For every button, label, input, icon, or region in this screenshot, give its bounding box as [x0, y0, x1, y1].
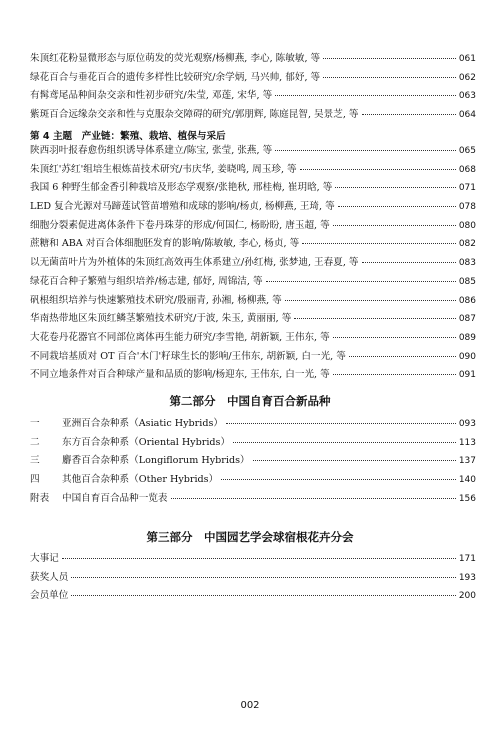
topic-heading: 第 4 主题 产业链：繁殖、栽培、植保与采后	[30, 131, 226, 142]
dot-leader	[362, 113, 456, 115]
entry-title	[30, 452, 250, 471]
toc-entry[interactable]	[30, 329, 476, 348]
entry-title: 大花卷丹花器官不同部位离体再生能力研究/李雪艳, 胡新颖, 王伟东, 等	[30, 331, 330, 343]
dot-leader	[221, 478, 456, 480]
toc-entry[interactable]	[30, 179, 476, 198]
toc-entry[interactable]	[30, 273, 476, 292]
toc-entry[interactable]	[30, 235, 476, 254]
dot-leader	[226, 422, 456, 424]
section-label: 二	[30, 436, 40, 448]
section-title: 亚洲百合杂种系（Asiatic Hybrids）	[62, 418, 223, 429]
entry-title: 以无菌苗叶片为外植体的朱顶红高效再生体系建立/孙红梅, 张梦迪, 王春夏, 等	[30, 257, 359, 269]
entry-title: 不同立地条件对百合种球产量和品质的影响/杨迎东, 王伟东, 白一光, 等	[30, 369, 330, 381]
entry-page: 193	[458, 572, 476, 583]
section-label: 四	[30, 474, 40, 486]
entry-title: 绿花百合与垂花百合的遗传多样性比较研究/余学炳, 马兴帅, 郁妤, 等	[30, 71, 321, 83]
entry-title: 华南热带地区朱顶红鳞茎繁殖技术研究/于波, 朱玉, 黄丽丽, 等	[30, 313, 292, 325]
entry-title: 不同栽培基质对 OT 百合'木门'籽球生长的影响/王伟东, 胡新颖, 白一光, 等	[30, 350, 346, 362]
entry-page: 078	[458, 202, 476, 213]
toc-entry[interactable]	[30, 106, 476, 125]
dot-leader	[333, 224, 456, 226]
toc-entry[interactable]	[30, 292, 476, 311]
toc-entry[interactable]	[30, 415, 476, 434]
toc-entry[interactable]	[30, 348, 476, 367]
toc-entry[interactable]	[30, 87, 476, 106]
entry-title: LED 复合光源对马蹄莲试管苗增殖和成球的影响/杨贞, 杨柳燕, 王琦, 等	[30, 201, 335, 213]
entry-page: 090	[458, 351, 476, 362]
entry-page: 061	[458, 54, 476, 64]
entry-title: 绿花百合种子繁殖与组织培养/杨志建, 郁妤, 周锦洁, 等	[30, 275, 263, 287]
entry-page: 065	[458, 146, 476, 156]
entry-title: 紫斑百合远缘杂交亲和性与克服杂交障碍的研究/郭朋辉, 陈庭昆智, 吴景芝, 等	[30, 109, 359, 121]
section-label: 附表	[30, 492, 50, 504]
entry-page: 156	[458, 493, 476, 504]
dot-leader	[333, 336, 456, 338]
toc-entry[interactable]	[30, 198, 476, 217]
toc-entry[interactable]	[30, 50, 476, 69]
dot-leader	[275, 94, 456, 96]
toc-entry[interactable]	[30, 471, 476, 490]
entry-title: 有髯鸢尾品种间杂交亲和性初步研究/朱莹, 邓莲, 宋华, 等	[30, 90, 273, 102]
dot-leader	[323, 57, 456, 59]
dot-leader	[349, 355, 456, 357]
entry-title: 获奖人员	[30, 571, 69, 583]
dot-leader	[335, 186, 455, 188]
dot-leader	[62, 557, 456, 559]
entry-page: 171	[458, 554, 476, 564]
entry-title: 朱顶红'苏红'组培生根炼苗技术研究/韦庆华, 姜晓鸣, 周玉珍, 等	[30, 163, 297, 175]
dot-leader	[323, 76, 456, 78]
entry-title: 会员单位	[30, 590, 69, 602]
entry-page: 140	[458, 475, 476, 486]
dot-leader	[266, 280, 456, 282]
dot-leader	[71, 576, 455, 578]
entry-page: 082	[458, 239, 476, 250]
dot-leader	[294, 317, 455, 319]
section-label: 三	[30, 455, 40, 467]
entry-page: 080	[458, 220, 476, 231]
dot-leader	[362, 261, 456, 263]
entry-page: 063	[458, 91, 476, 102]
toc-entry[interactable]	[30, 587, 476, 606]
entry-page: 064	[458, 110, 476, 121]
toc-entry[interactable]	[30, 490, 476, 509]
entry-page: 086	[458, 295, 476, 306]
section-label: 一	[30, 418, 40, 429]
toc-entry[interactable]	[30, 366, 476, 385]
toc-entry[interactable]	[30, 217, 476, 236]
dot-leader	[333, 373, 456, 375]
dot-leader	[300, 168, 456, 170]
entry-page: 085	[458, 276, 476, 287]
section-title: 东方百合杂种系（Oriental Hybrids）	[62, 436, 231, 448]
entry-page: 093	[458, 419, 476, 429]
dot-leader	[233, 441, 456, 443]
entry-title: 我国 6 种野生郁金香引种栽培及形态学观察/张艳秋, 邢桂梅, 崔玥晗, 等	[30, 182, 333, 194]
toc-group-2	[30, 142, 476, 385]
dot-leader	[71, 594, 455, 596]
toc-entry[interactable]	[30, 310, 476, 329]
entry-page: 068	[458, 164, 476, 175]
entry-title	[30, 490, 168, 509]
entry-title	[30, 415, 223, 434]
entry-title: 朱顶红花粉显微形态与原位萌发的荧光观察/杨柳燕, 李心, 陈敏敏, 等	[30, 53, 321, 64]
entry-page: 083	[458, 258, 476, 269]
section-title: 中国自育百合品种一览表	[62, 492, 168, 504]
toc-entry[interactable]	[30, 569, 476, 588]
entry-page: 087	[458, 314, 476, 325]
toc-entry[interactable]	[30, 434, 476, 453]
toc-entry[interactable]	[30, 254, 476, 273]
toc-entry[interactable]	[30, 142, 476, 161]
entry-page: 062	[458, 72, 476, 83]
dot-leader	[171, 497, 456, 499]
toc-entry[interactable]	[30, 452, 476, 471]
toc-entry[interactable]	[30, 161, 476, 180]
entry-page: 089	[458, 332, 476, 343]
dot-leader	[253, 459, 456, 461]
entry-page: 091	[458, 370, 476, 381]
section-title: 麝香百合杂种系（Longiflorum Hybrids）	[62, 455, 250, 467]
entry-title: 大事记	[30, 553, 59, 564]
dot-leader	[302, 242, 456, 244]
entry-title: 蔗糖和 ABA 对百合体细胞胚发育的影响/陈敏敏, 李心, 杨贞, 等	[30, 238, 300, 250]
entry-page: 113	[458, 437, 476, 448]
toc-group-1	[30, 50, 476, 125]
entry-title: 细胞分裂素促进离体条件下卷丹珠芽的形成/何国仁, 杨盼盼, 唐玉超, 等	[30, 219, 330, 231]
entry-page: 071	[458, 183, 476, 194]
dot-leader	[275, 149, 456, 151]
entry-page: 137	[458, 456, 476, 467]
dot-leader	[338, 205, 456, 207]
part-3-title: 第三部分 中国园艺学会球宿根花卉分会	[146, 530, 354, 544]
part-2-title: 第二部分 中国自育百合新品种	[169, 394, 331, 408]
entry-title: 陕西羽叶报春愈伤组织诱导体系建立/陈宝, 张莹, 张燕, 等	[30, 145, 273, 156]
entry-title	[30, 471, 218, 490]
toc-entry[interactable]	[30, 550, 476, 569]
page-number: 002	[240, 700, 260, 711]
entry-page: 200	[458, 591, 476, 602]
dot-leader	[285, 299, 456, 301]
section-title: 其他百合杂种系（Other Hybrids）	[62, 474, 219, 486]
toc-part-2	[30, 415, 476, 508]
toc-entry[interactable]	[30, 69, 476, 88]
entry-title: 矾根组织培养与快速繁殖技术研究/殷丽青, 孙湘, 杨柳燕, 等	[30, 294, 282, 306]
toc-part-3	[30, 550, 476, 606]
entry-title	[30, 434, 230, 453]
